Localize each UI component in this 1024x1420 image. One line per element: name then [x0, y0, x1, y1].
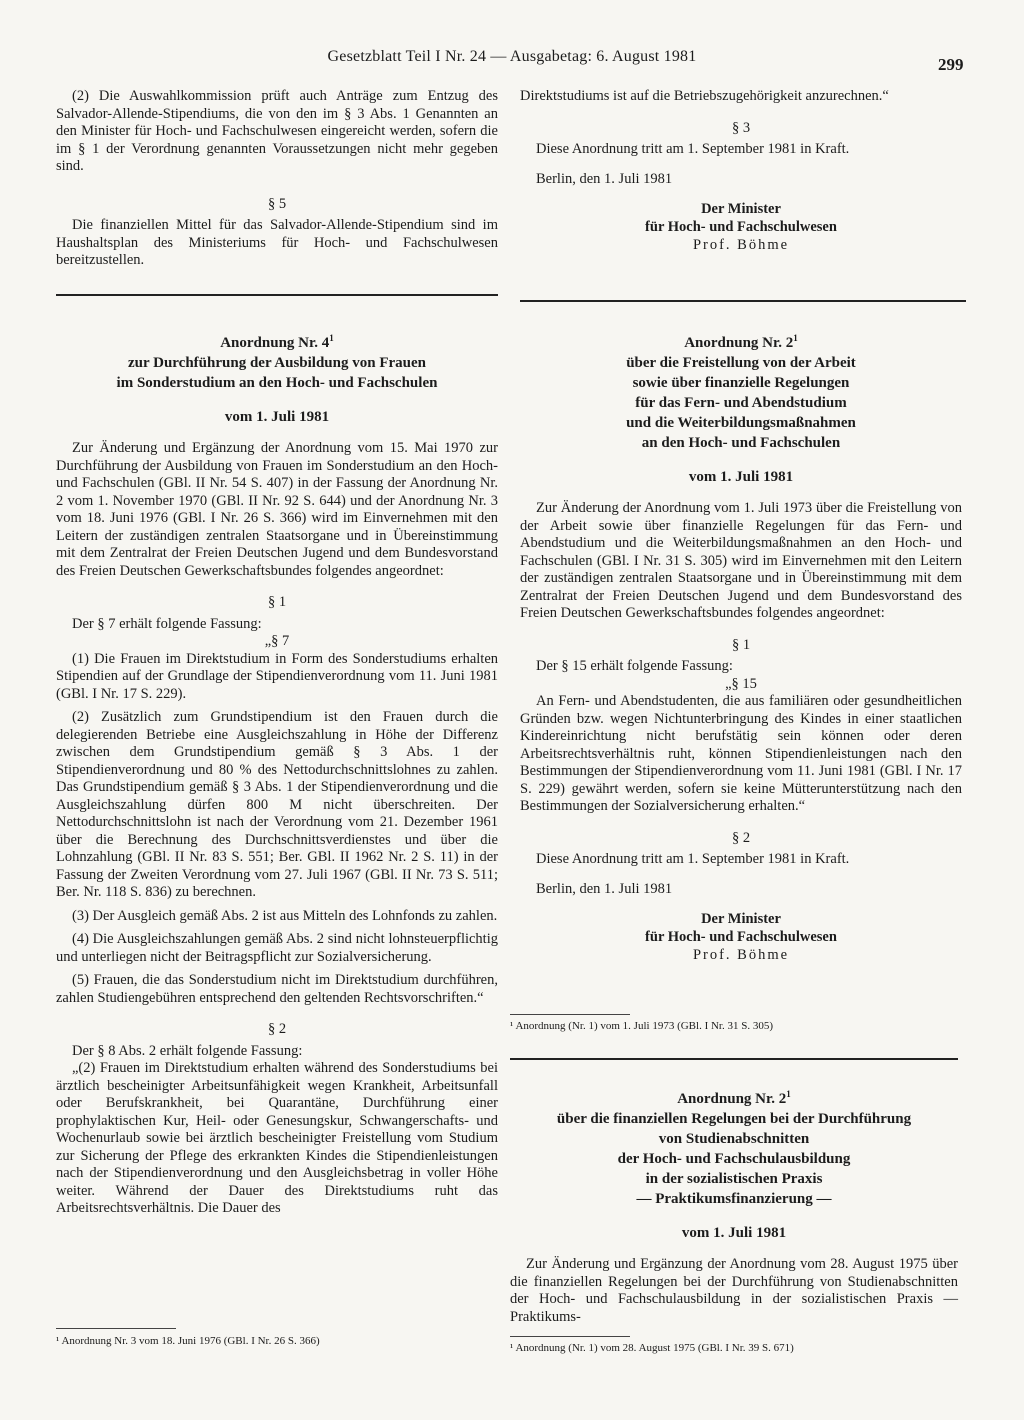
document-subtitle: sowie über finanzielle Regelungen [632, 375, 850, 391]
paragraph: Zur Änderung und Ergänzung der Anordnung vom 28. August 1975 über die finanziellen Regelungen bei der Durchführung von Studienabschnitten der Hoch- und Fachschulausbildung in der sozialistischen Praxis — Praktikums- [510, 1256, 958, 1325]
anordnung-2-praktikum [510, 1084, 958, 1326]
section-heading: § 1 [731, 636, 751, 653]
paragraph: (3) Der Ausgleich gemäß Abs. 2 ist aus Mitteln des Lohnfonds zu zahlen. [72, 907, 498, 924]
anordnung-4 [56, 328, 498, 1218]
section-divider [510, 1058, 958, 1060]
paragraph: (1) Die Frauen im Direktstudium in Form des Sonderstudiums erhalten Stipendien auf der Grundlage der Stipendienverordnung vom 11. Juni 1981 (GBl. I Nr. 17 S. 229). [56, 650, 498, 702]
footnote-divider [510, 1336, 630, 1337]
document-title: Anordnung Nr. $2^1$ [684, 333, 798, 351]
document-title: Anordnung Nr. $4^1$ [220, 333, 334, 351]
anordnung-2-freistellung [520, 328, 962, 964]
left-column [56, 88, 498, 270]
paragraph: Die finanziellen Mittel für das Salvador-Allende-Stipendium sind im Haushaltsplan des Ministeriums für Hoch- und Fachschulwesen bereitzustellen. [56, 217, 498, 268]
document-subtitle: für das Fern- und Abendstudium [635, 395, 847, 411]
footnote-divider [56, 1328, 176, 1329]
section-heading: „§ 7 [264, 633, 290, 649]
signatory-name: Prof. Böhme [692, 947, 790, 963]
paragraph: „(2) Frauen im Direktstudium erhalten während des Sonderstudiums bei ärztlich bescheinigter Arbeitsunfähigkeit wegen Krankheit, Arbeitsunfall oder Berufskrankheit, bei Quarantäne, Durchführung einer prophylaktischen Kur, Heil- oder Genesungskur, Schwangerschafts- und Wochenurlaub sowie bei ärztlich bescheinigter Freistellung vom Studium zur Sicherung der Pflege des erkrankten Kindes die Stipendienleistungen nach der Stipendienverordnung und den Ausgleichsbetrag in voller Höhe weiter. Während der Dauer des Direktstudiums ruht das Arbeitsrechtsverhältnis. Die Dauer des [56, 1060, 498, 1216]
section-heading: „§ 15 [725, 675, 757, 692]
paragraph: Der § 7 erhält folgende Fassung: [72, 615, 262, 632]
document-subtitle: in der sozialistischen Praxis [645, 1171, 823, 1187]
document-subtitle: und die Weiterbildungsmaßnahmen [626, 415, 856, 431]
document-subtitle: der Hoch- und Fachschulausbildung [617, 1151, 851, 1167]
document-date: vom 1. Juli 1981 [681, 1225, 787, 1241]
paragraph: Der § 15 erhält folgende Fassung: [536, 658, 733, 674]
document-subtitle: zur Durchführung der Ausbildung von Frauen [127, 355, 426, 371]
document-date: vom 1. Juli 1981 [688, 469, 794, 485]
paragraph: (2) Die Auswahlkommission prüft auch Anträge zum Entzug des Salvador-Allende-Stipendiums, die von den im § 3 Abs. 1 Genannten an den Minister für Hoch- und Fachschulwesen eingereicht werden, sofern die im § 1 der Verordnung genannten Voraussetzungen nicht mehr gegeben sind. [56, 88, 498, 174]
place-date: Berlin, den 1. Juli 1981 [536, 170, 673, 187]
footnote: ¹ Anordnung (Nr. 1) vom 1. Juli 1973 (GBl. I Nr. 31 S. 305) [510, 1020, 774, 1032]
section-heading: § 1 [267, 594, 287, 610]
footnote-divider [510, 1014, 630, 1015]
document-subtitle: von Studienabschnitten [658, 1131, 810, 1147]
section-divider [56, 294, 498, 296]
right-column [520, 88, 962, 254]
place-date: Berlin, den 1. Juli 1981 [536, 880, 673, 897]
document-subtitle: im Sonderstudium an den Hoch- und Fachschulen [116, 375, 438, 391]
document-subtitle: — Praktikumsfinanzierung — [636, 1191, 832, 1207]
footnote: ¹ Anordnung Nr. 3 vom 18. Juni 1976 (GBl. I Nr. 26 S. 366) [56, 1335, 320, 1347]
document-date: vom 1. Juli 1981 [224, 409, 330, 425]
paragraph: Zur Änderung und Ergänzung der Anordnung vom 15. Mai 1970 zur Durchführung der Ausbildung von Frauen im Sonderstudium an den Hoch- und Fachschulen (GBl. II Nr. 54 S. 407) in der Fassung der Anordnung Nr. 2 vom 1. November 1970 (GBl. II Nr. 92 S. 644) und der Anordnung Nr. 3 vom 18. Juni 1976 (GBl. I Nr. 26 S. 366) wird im Einvernehmen mit den Leitern der zuständigen zentralen Staatsorgane und in Übereinstimmung mit dem Zentralrat der Freien Deutschen Jugend und dem Bundesvorstand des Freien Deutschen Gewerkschaftsbundes folgendes angeordnet: [56, 440, 498, 579]
paragraph: Der § 8 Abs. 2 erhält folgende Fassung: [72, 1042, 303, 1059]
section-heading: § 3 [731, 119, 751, 136]
document-title: Anordnung Nr. $2^1$ [677, 1089, 791, 1107]
section-heading: § 5 [267, 195, 287, 212]
signatory-name: Prof. Böhme [692, 237, 790, 253]
paragraph: (4) Die Ausgleichszahlungen gemäß Abs. 2 sind nicht lohnsteuerpflichtig und unterliegen nicht der Beitragspflicht zur Sozialversicherung. [56, 931, 498, 965]
paragraph: Zur Änderung der Anordnung vom 1. Juli 1973 über die Freistellung von der Arbeit sowie über finanzielle Regelungen für das Fern- und Abendstudium und die Weiterbildungsmaßnahmen an den Hoch- und Fachschulen (GBl. I Nr. 31 S. 305) wird im Einvernehmen mit den Leitern der zuständigen zentralen Staatsorgane und in Übereinstimmung mit dem Zentralrat der Freien Deutschen Jugend und dem Bundesvorstand des Freien Deutschen Gewerkschaftsbundes folgendes angeordnet: [520, 500, 962, 621]
signatory-title: für Hoch- und Fachschulwesen [645, 929, 837, 945]
document-subtitle: über die finanziellen Regelungen bei der Durchführung [556, 1111, 912, 1127]
paragraph: Diese Anordnung tritt am 1. September 1981 in Kraft. [536, 851, 850, 867]
signatory-title: Der Minister [701, 911, 781, 927]
signatory-title: für Hoch- und Fachschulwesen [645, 219, 837, 235]
section-heading: § 2 [267, 1021, 287, 1037]
footnote: ¹ Anordnung (Nr. 1) vom 28. August 1975 (GBl. I Nr. 39 S. 671) [510, 1342, 794, 1354]
paragraph: Diese Anordnung tritt am 1. September 1981 in Kraft. [536, 141, 850, 157]
document-subtitle: über die Freistellung von der Arbeit [626, 355, 856, 371]
paragraph: An Fern- und Abendstudenten, die aus familiären oder gesundheitlichen Gründen bzw. wegen Nichtunterbringung des Kindes in einer staatlichen Kindereinrichtung nicht berufstätig sein können oder deren Arbeitsrechtsverhältnis ruht, können Stipendienleistungen nach den Bestimmungen der Stipendienverordnung vom 11. Juni 1981 (GBl. I Nr. 17 S. 229) gewährt werden, sofern sie keine Mütterunterstützung nach den Bestimmungen der Sozialversicherung erhalten.“ [520, 693, 962, 814]
page-header: Gesetzblatt Teil I Nr. 24 — Ausgabetag: 6. August 1981 [327, 48, 697, 65]
paragraph: Direktstudiums ist auf die Betriebszugehörigkeit anzurechnen.“ [520, 88, 889, 104]
paragraph: (5) Frauen, die das Sonderstudium nicht im Direktstudium durchführen, zahlen Studiengebühren entsprechend den geltenden Rechtsvorschriften.“ [56, 972, 498, 1006]
section-divider [520, 300, 966, 302]
document-subtitle: an den Hoch- und Fachschulen [641, 435, 841, 451]
section-heading: § 2 [731, 829, 751, 846]
page-number: 299 [938, 55, 964, 74]
signatory-title: Der Minister [701, 201, 781, 217]
paragraph: (2) Zusätzlich zum Grundstipendium ist den Frauen durch die delegierenden Betriebe eine Ausgleichszahlung in Höhe der Differenz zwischen dem Grundstipendium gemäß § 3 Abs. 1 der Stipendienverordnung und 80 % des Nettodurchschnittslohnes zu zahlen. Das Grundstipendium gemäß § 3 Abs. 1 der Stipendienverordnung und die Ausgleichszahlung dürfen 800 M nicht überschreiten. Der Nettodurchschnittslohn ist nach der Verordnung vom 21. Dezember 1961 über die Berechnung des Durchschnittsverdienstes und über die Lohnzahlung (GBl. II Nr. 83 S. 551; Ber. GBl. II 1962 Nr. 2 S. 11) in der Fassung der Zweiten Verordnung vom 27. Juli 1967 (GBl. II Nr. 73 S. 511; Ber. Nr. 118 S. 836) zu berechnen. [56, 709, 498, 900]
